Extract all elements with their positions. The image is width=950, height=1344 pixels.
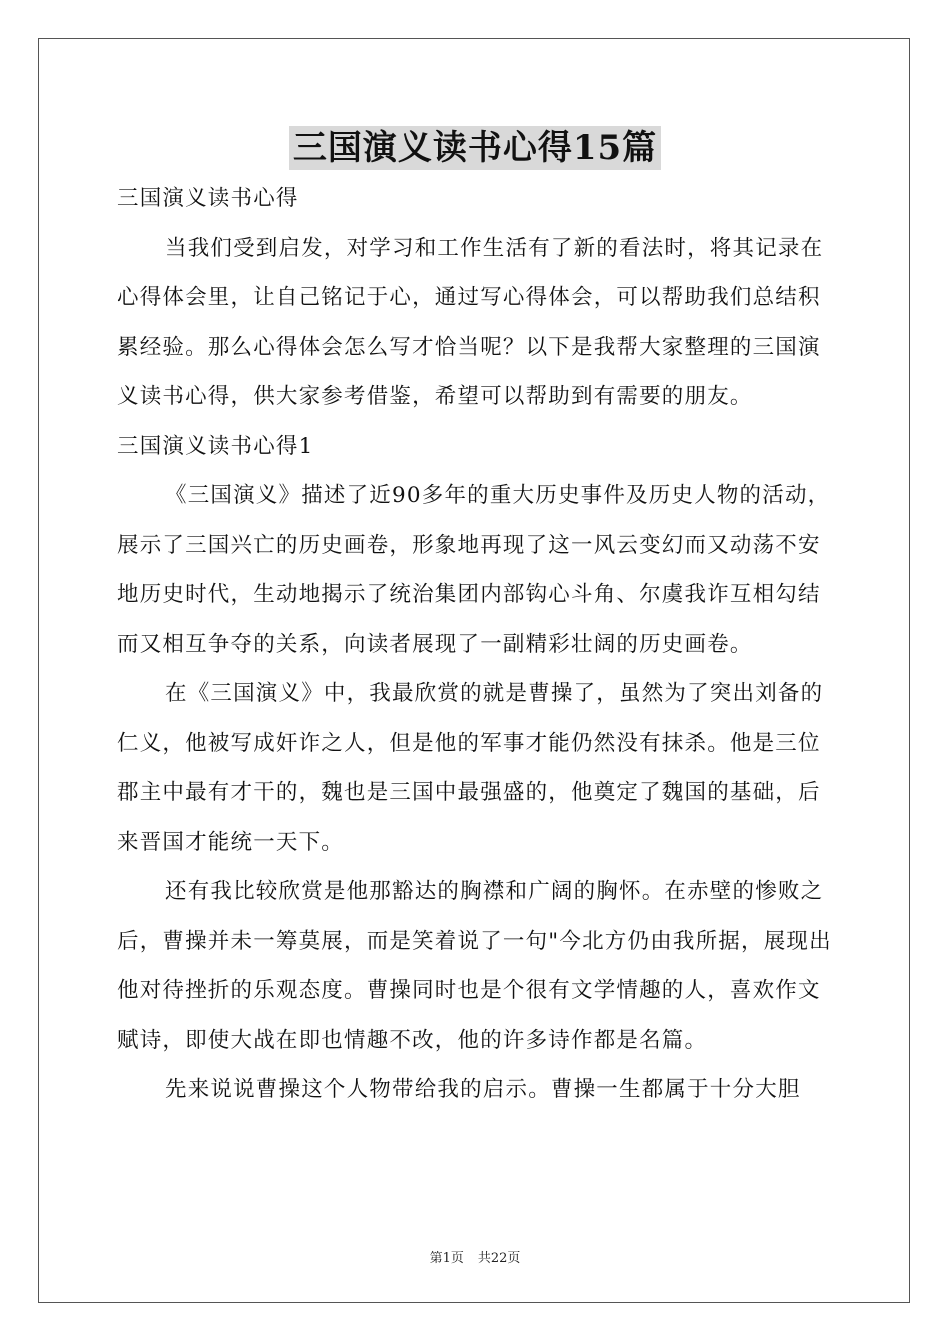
page-number: 第1页 <box>429 1251 464 1266</box>
paragraph: 当我们受到启发，对学习和工作生活有了新的看法时，将其记录在心得体会里，让自己铭记于心，通过写心得体会，可以帮助我们总结积累经验。那么心得体会怎么写才恰当呢？以下是我帮大家整理的三国演义读书心得，供大家参考借鉴，希望可以帮助到有需要的朋友。 <box>117 235 824 409</box>
title-block <box>0 126 950 170</box>
paragraph: 在《三国演义》中，我最欣赏的就是曹操了，虽然为了突出刘备的仁义，他被写成奸诈之人，但是他的军事才能仍然没有抹杀。他是三位郡主中最有才干的，魏也是三国中最强盛的，他奠定了魏国的基础，后来晋国才能统一天下。 <box>117 681 824 855</box>
page-footer <box>0 1247 950 1266</box>
paragraph: 先来说说曹操这个人物带给我的启示。曹操一生都属于十分大胆 <box>165 1077 801 1102</box>
paragraph: 《三国演义》描述了近90多年的重大历史事件及历史人物的活动，展示了三国兴亡的历史画卷，形象地再现了这一风云变幻而又动荡不安地历史时代，生动地揭示了统治集团内部钩心斗角、尔虞我诈互相勾结而又相互争夺的关系，向读者展现了一副精彩壮阔的历史画卷。 <box>117 483 831 657</box>
section-heading: 三国演义读书心得1 <box>117 433 314 459</box>
document-title: 三国演义读书心得15篇 <box>289 126 661 170</box>
document-body <box>117 174 837 1115</box>
paragraph: 还有我比较欣赏是他那豁达的胸襟和广阔的胸怀。在赤壁的惨败之后，曹操并未一筹莫展，而是笑着说了一句"今北方仍由我所据，展现出他对待挫折的乐观态度。曹操同时也是个很有文学情趣的人，喜欢作文赋诗，即使大战在即也情趣不改，他的许多诗作都是名篇。 <box>117 879 832 1053</box>
page-total: 共22页 <box>477 1251 521 1266</box>
section-heading: 三国演义读书心得 <box>117 186 299 211</box>
